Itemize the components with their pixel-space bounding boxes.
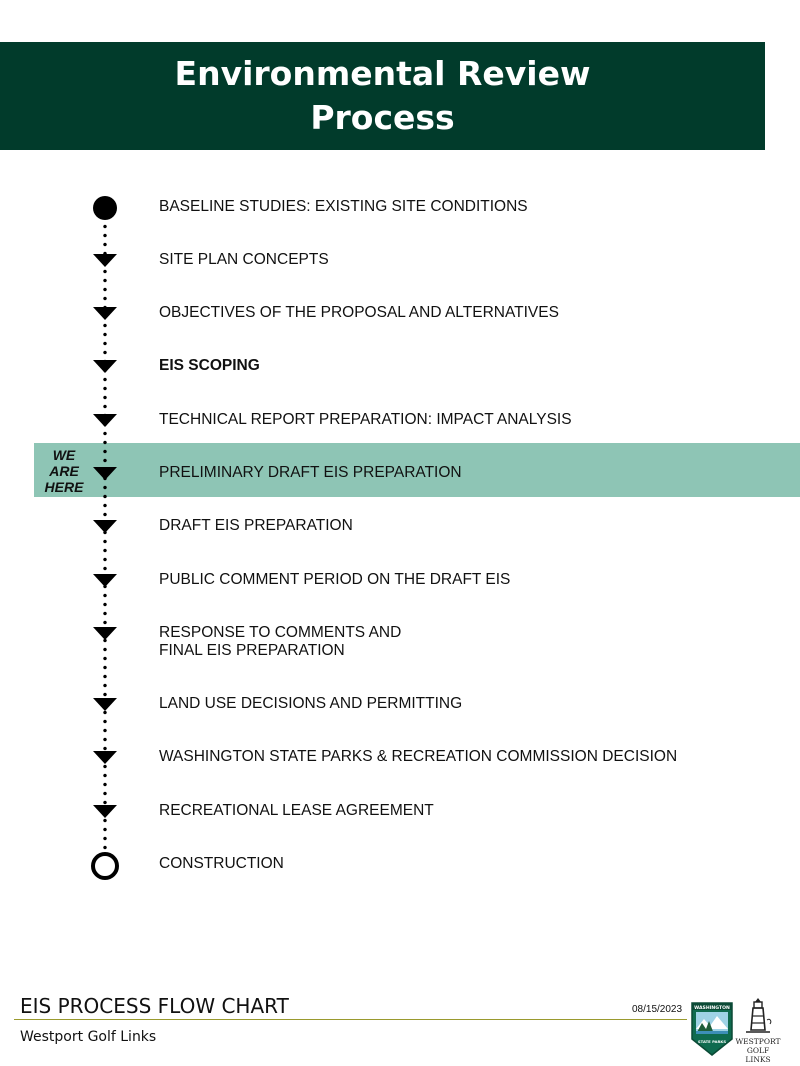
washington-state-parks-logo-icon <box>690 999 734 1057</box>
step-label: TECHNICAL REPORT PREPARATION: IMPACT ANALYSIS <box>159 411 572 428</box>
step-label: PUBLIC COMMENT PERIOD ON THE DRAFT EIS <box>159 571 511 588</box>
step-arrow-icon <box>93 360 117 373</box>
step-arrow-icon <box>93 805 117 818</box>
step-label-current: PRELIMINARY DRAFT EIS PREPARATION <box>159 464 462 481</box>
step-label: EIS SCOPING <box>159 357 260 374</box>
wsp-logo-text-2: STATE PARKS <box>697 1039 727 1044</box>
step-arrow-icon <box>93 574 117 587</box>
step-label <box>159 624 401 660</box>
westport-golf-links-logo <box>734 996 782 1064</box>
indicator-line-1: WE <box>52 447 76 463</box>
step-label-line-2: FINAL EIS PREPARATION <box>159 642 345 659</box>
title-line-2: Process <box>310 98 455 137</box>
end-ring-icon <box>91 852 119 880</box>
page-title <box>175 52 591 140</box>
wgl-line-2: GOLF LINKS <box>745 1046 771 1064</box>
step-label: WASHINGTON STATE PARKS & RECREATION COMMISSION DECISION <box>159 748 678 765</box>
footer-title: EIS PROCESS FLOW CHART <box>20 994 289 1018</box>
step-label: SITE PLAN CONCEPTS <box>159 251 329 268</box>
step-label: DRAFT EIS PREPARATION <box>159 517 353 534</box>
lighthouse-icon <box>734 996 782 1036</box>
step-arrow-icon <box>93 520 117 533</box>
title-line-1: Environmental Review <box>174 54 591 93</box>
start-dot-icon <box>93 196 117 220</box>
wgl-logo-text <box>734 1037 782 1064</box>
header-banner <box>0 42 765 150</box>
step-arrow-icon <box>93 254 117 267</box>
step-arrow-icon <box>93 467 117 480</box>
footer-date: 08/15/2023 <box>632 1004 683 1015</box>
step-arrow-icon <box>93 414 117 427</box>
indicator-line-2: ARE <box>49 463 79 479</box>
step-label-line-1: RESPONSE TO COMMENTS AND <box>159 624 402 641</box>
step-arrow-icon <box>93 307 117 320</box>
step-label: OBJECTIVES OF THE PROPOSAL AND ALTERNATIVES <box>159 304 559 321</box>
step-arrow-icon <box>93 698 117 711</box>
footer-divider <box>14 1019 687 1020</box>
footer-subtitle: Westport Golf Links <box>20 1029 157 1045</box>
wsp-logo-text: WASHINGTON <box>694 1006 730 1011</box>
wgl-line-1: WESTPORT <box>735 1037 781 1046</box>
indicator-line-3: HERE <box>44 479 84 495</box>
we-are-here-indicator <box>36 447 92 495</box>
step-label: BASELINE STUDIES: EXISTING SITE CONDITIONS <box>159 198 528 215</box>
step-arrow-icon <box>93 751 117 764</box>
step-label: LAND USE DECISIONS AND PERMITTING <box>159 695 463 712</box>
step-arrow-icon <box>93 627 117 640</box>
step-label: CONSTRUCTION <box>159 855 284 872</box>
step-label: RECREATIONAL LEASE AGREEMENT <box>159 802 434 819</box>
